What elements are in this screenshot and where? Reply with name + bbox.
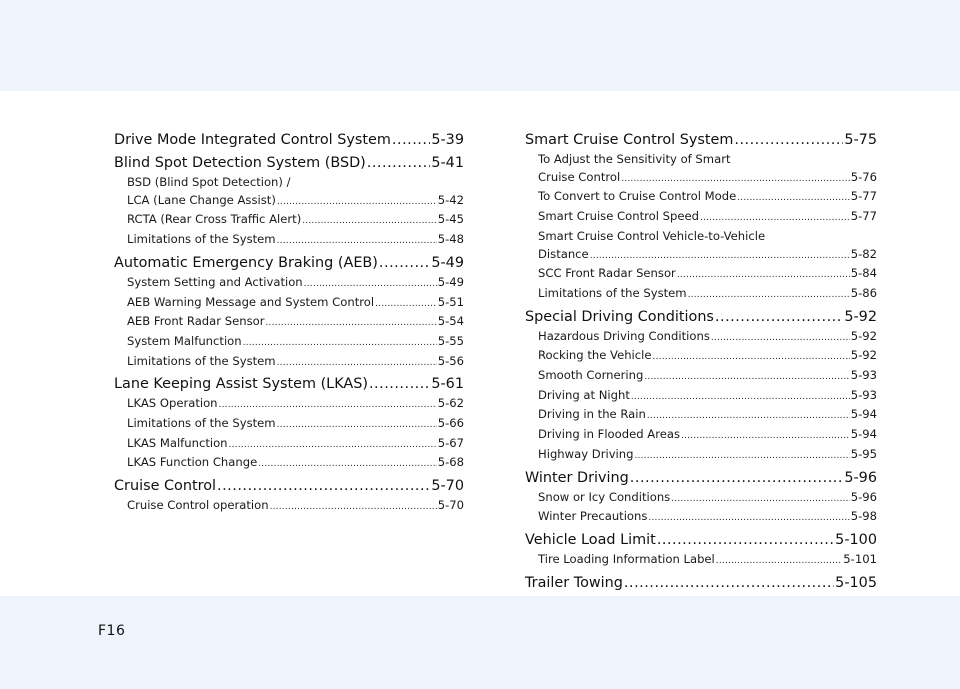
toc-entry-page: 5-94 <box>850 427 877 442</box>
dot-leader <box>657 530 834 551</box>
toc-entry-title: Driving in the Rain <box>538 407 646 422</box>
toc-entry-page: 5-100 <box>835 531 877 548</box>
toc-subentry[interactable] <box>525 508 877 528</box>
toc-entry-page: 5-94 <box>850 407 877 422</box>
toc-entry-page: 5-42 <box>437 192 464 207</box>
dot-leader <box>737 190 849 208</box>
toc-entry-title: Automatic Emergency Braking (AEB) <box>114 254 378 271</box>
toc-entry-title: System Malfunction <box>127 333 242 348</box>
toc-entry-page: 5-55 <box>437 333 464 348</box>
toc-entry-title: Cruise Control operation <box>127 498 269 513</box>
toc-entry-page: 5-86 <box>850 285 877 300</box>
toc-subentry[interactable] <box>114 313 464 333</box>
toc-entry-title: LKAS Function Change <box>127 455 258 470</box>
toc-subentry[interactable] <box>114 415 464 435</box>
toc-entry-title: Limitations of the System <box>538 285 687 300</box>
toc-subentry[interactable] <box>114 231 464 251</box>
dot-leader <box>270 499 437 517</box>
toc-entry-title: Smart Cruise Control Speed <box>538 209 699 224</box>
toc-entry-page: 5-92 <box>844 308 877 325</box>
toc-entry-page: 5-56 <box>437 353 464 368</box>
toc-subentry[interactable] <box>525 188 877 208</box>
toc-entry-title: Lane Keeping Assist System (LKAS) <box>114 376 368 393</box>
toc-right-column <box>525 128 877 594</box>
dot-leader <box>734 130 843 151</box>
toc-entry-title: AEB Warning Message and System Control <box>127 294 375 309</box>
toc-entry-page: 5-76 <box>850 169 877 184</box>
toc-subentry[interactable] <box>525 328 877 348</box>
toc-entry-page: 5-77 <box>850 209 877 224</box>
toc-subentry[interactable] <box>525 367 877 387</box>
dot-leader <box>304 276 437 294</box>
dot-leader <box>277 194 437 212</box>
footer-band <box>0 596 960 689</box>
dot-leader <box>369 374 430 395</box>
dot-leader <box>258 456 436 474</box>
toc-subentry[interactable] <box>114 333 464 353</box>
toc-entry-title: Cruise Control <box>538 169 621 184</box>
toc-entry-page: 5-105 <box>835 574 877 591</box>
toc-subentry[interactable] <box>525 551 877 571</box>
toc-entry-title: LKAS Malfunction <box>127 435 228 450</box>
dot-leader <box>644 369 849 387</box>
toc-subentry[interactable] <box>114 274 464 294</box>
dot-leader <box>277 233 437 251</box>
toc-section-entry[interactable] <box>114 253 464 274</box>
dot-leader <box>590 248 850 266</box>
dot-leader <box>624 573 834 594</box>
toc-entry-title: Winter Driving <box>525 469 629 486</box>
toc-entry-title: AEB Front Radar Sensor <box>127 314 265 329</box>
toc-entry-page: 5-70 <box>431 478 464 495</box>
toc-subentry[interactable] <box>114 395 464 415</box>
toc-subentry-line[interactable]: BSD (Blind Spot Detection) / <box>127 175 291 189</box>
toc-entry-title: System Setting and Activation <box>127 274 303 289</box>
toc-entry-title: Highway Driving <box>538 446 634 461</box>
toc-entry-title: Distance <box>538 246 589 261</box>
toc-entry-page: 5-61 <box>431 376 464 393</box>
toc-entry-title: Trailer Towing <box>525 574 623 591</box>
dot-leader <box>243 335 437 353</box>
toc-section-entry[interactable] <box>114 130 464 151</box>
toc-entry-page: 5-75 <box>844 132 877 148</box>
toc-subentry[interactable] <box>525 446 877 466</box>
toc-entry-page: 5-92 <box>850 348 877 363</box>
toc-subentry[interactable] <box>525 489 877 509</box>
toc-subentry[interactable] <box>114 435 464 455</box>
dot-leader <box>219 397 437 415</box>
toc-subentry[interactable] <box>525 246 877 266</box>
dot-leader <box>217 476 430 497</box>
toc-entry-page: 5-98 <box>850 509 877 524</box>
dot-leader <box>688 287 850 305</box>
toc-section-entry[interactable] <box>114 374 464 395</box>
toc-entry-title: Limitations of the System <box>127 353 276 368</box>
toc-entry-page: 5-95 <box>850 446 877 461</box>
toc-section-entry[interactable] <box>525 130 877 151</box>
dot-leader <box>671 491 849 509</box>
toc-entry-page: 5-39 <box>431 132 464 148</box>
toc-entry-title: Vehicle Load Limit <box>525 531 656 548</box>
dot-leader <box>265 315 436 333</box>
toc-subentry[interactable] <box>114 294 464 314</box>
toc-entry-page: 5-67 <box>437 435 464 450</box>
toc-subentry[interactable] <box>525 347 877 367</box>
toc-entry-title: To Convert to Cruise Control Mode <box>538 189 737 204</box>
dot-leader <box>392 130 430 151</box>
toc-entry-title: Drive Mode Integrated Control System <box>114 132 391 148</box>
toc-subentry[interactable] <box>114 454 464 474</box>
toc-entry-page: 5-68 <box>437 455 464 470</box>
toc-entry-page: 5-82 <box>850 246 877 261</box>
toc-subentry[interactable] <box>525 208 877 228</box>
toc-entry-page: 5-66 <box>437 416 464 431</box>
dot-leader <box>634 448 849 466</box>
toc-entry-title: Blind Spot Detection System (BSD) <box>114 155 366 171</box>
dot-leader <box>700 210 850 228</box>
toc-entry-title: LKAS Operation <box>127 396 218 411</box>
toc-subentry[interactable] <box>525 285 877 305</box>
toc-section-entry[interactable] <box>525 573 877 594</box>
toc-entry-title: Special Driving Conditions <box>525 308 714 325</box>
toc-entry-page: 5-51 <box>437 294 464 309</box>
header-band <box>0 0 960 91</box>
toc-subentry[interactable] <box>525 406 877 426</box>
toc-entry-page: 5-62 <box>437 396 464 411</box>
dot-leader <box>653 349 850 367</box>
toc-left-column <box>114 128 464 517</box>
toc-section-entry[interactable] <box>525 530 877 551</box>
dot-leader <box>677 267 850 285</box>
dot-leader <box>647 408 850 426</box>
toc-subentry[interactable] <box>114 192 464 212</box>
dot-leader <box>631 389 850 407</box>
toc-entry-page: 5-101 <box>843 551 877 566</box>
toc-entry-page: 5-84 <box>850 266 877 281</box>
dot-leader <box>277 355 437 373</box>
dot-leader <box>630 468 844 489</box>
toc-subentry[interactable] <box>525 426 877 446</box>
dot-leader <box>716 553 843 571</box>
toc-entry-page: 5-48 <box>437 232 464 247</box>
dot-leader <box>711 330 850 348</box>
toc-entry-page: 5-96 <box>844 469 877 486</box>
toc-entry-page: 5-41 <box>431 155 464 171</box>
toc-subentry-line[interactable]: To Adjust the Sensitivity of Smart <box>538 152 731 166</box>
toc-subentry-line[interactable]: Smart Cruise Control Vehicle-to-Vehicle <box>538 228 766 243</box>
dot-leader <box>648 510 849 528</box>
toc-entry-title: Snow or Icy Conditions <box>538 489 671 504</box>
page-number: F16 <box>98 623 126 639</box>
dot-leader <box>681 428 850 446</box>
toc-entry-page: 5-77 <box>850 189 877 204</box>
dot-leader <box>375 296 437 314</box>
dot-leader <box>277 417 437 435</box>
toc-entry-page: 5-96 <box>850 489 877 504</box>
toc-section-entry[interactable] <box>525 468 877 489</box>
toc-entry-title: Hazardous Driving Conditions <box>538 328 710 343</box>
toc-section-entry[interactable] <box>114 153 464 174</box>
toc-entry-page: 5-45 <box>437 212 464 227</box>
toc-entry-title: Driving in Flooded Areas <box>538 427 680 442</box>
dot-leader <box>229 437 437 455</box>
toc-entry-page: 5-49 <box>431 254 464 271</box>
toc-entry-title: LCA (Lane Change Assist) <box>127 192 276 207</box>
toc-entry-title: Smart Cruise Control System <box>525 132 734 148</box>
toc-subentry[interactable] <box>525 387 877 407</box>
toc-entry-page: 5-93 <box>850 368 877 383</box>
toc-subentry[interactable] <box>114 497 464 517</box>
toc-subentry[interactable] <box>114 211 464 231</box>
toc-subentry[interactable] <box>525 265 877 285</box>
toc-entry-page: 5-92 <box>850 328 877 343</box>
toc-entry-title: RCTA (Rear Cross Traffic Alert) <box>127 212 302 227</box>
toc-entry-page: 5-70 <box>437 498 464 513</box>
toc-entry-page: 5-49 <box>437 274 464 289</box>
dot-leader <box>302 213 436 231</box>
toc-entry-title: SCC Front Radar Sensor <box>538 266 676 281</box>
toc-entry-title: Limitations of the System <box>127 232 276 247</box>
toc-entry-title: Smooth Cornering <box>538 368 644 383</box>
toc-entry-title: Rocking the Vehicle <box>538 348 652 363</box>
toc-section-entry[interactable] <box>525 307 877 328</box>
toc-entry-title: Driving at Night <box>538 387 630 402</box>
toc-subentry[interactable] <box>525 169 877 189</box>
toc-entry-page: 5-93 <box>850 387 877 402</box>
toc-entry-page: 5-54 <box>437 314 464 329</box>
toc-section-entry[interactable] <box>114 476 464 497</box>
toc-entry-title: Cruise Control <box>114 478 217 495</box>
toc-subentry[interactable] <box>114 353 464 373</box>
toc-entry-title: Limitations of the System <box>127 416 276 431</box>
dot-leader <box>367 153 431 174</box>
dot-leader <box>621 171 849 189</box>
toc-entry-title: Tire Loading Information Label <box>538 551 715 566</box>
toc-entry-title: Winter Precautions <box>538 509 648 524</box>
dot-leader <box>715 307 843 328</box>
dot-leader <box>379 253 430 274</box>
